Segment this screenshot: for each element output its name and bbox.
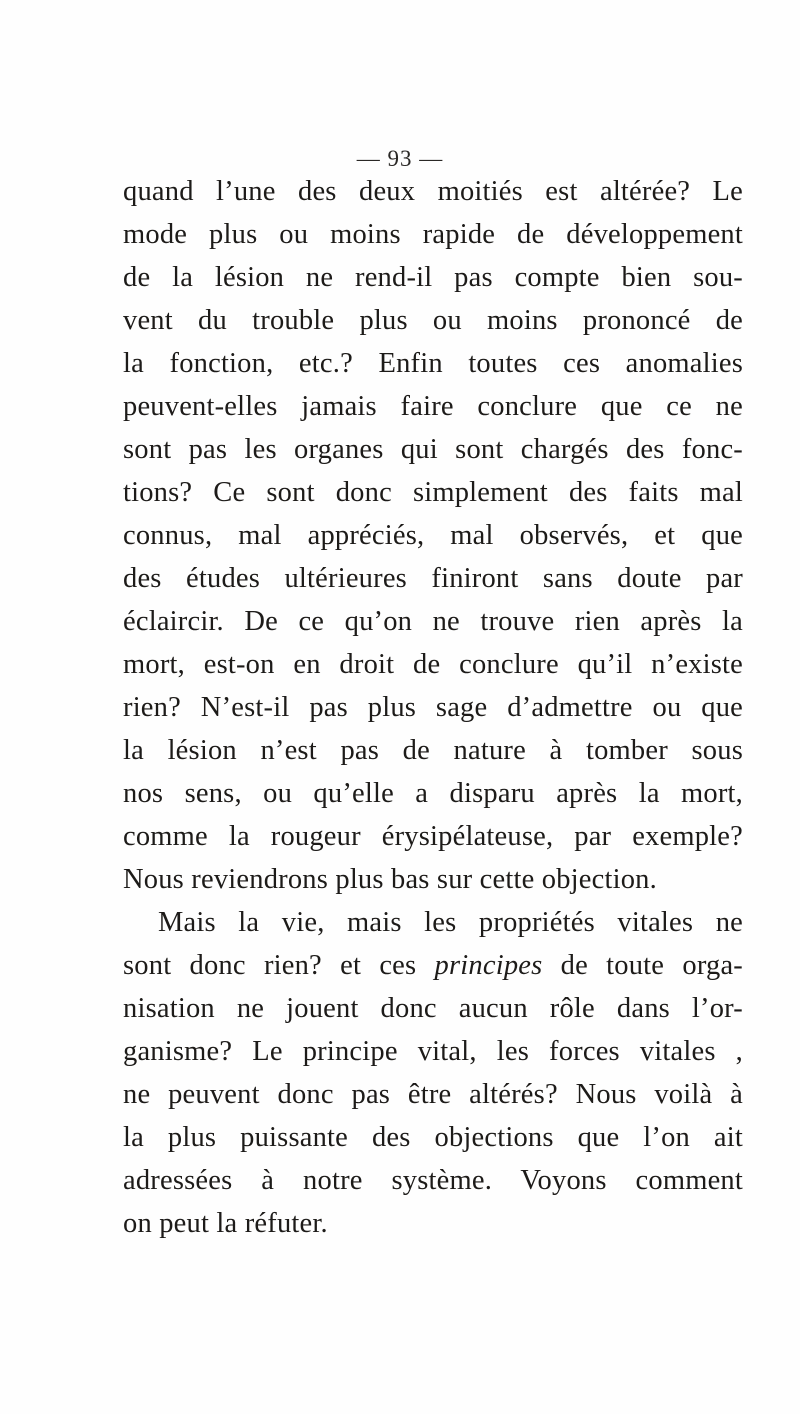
- text-line: la fonction, etc.? Enfin toutes ces anomalies: [123, 348, 743, 379]
- text-line: vent du trouble plus ou moins prononcé de: [123, 305, 743, 336]
- text-line: éclaircir. De ce qu’on ne trouve rien après la: [123, 606, 743, 637]
- text-line: ne peuvent donc pas être altérés? Nous voilà à: [123, 1079, 743, 1110]
- text-line: nisation ne jouent donc aucun rôle dans l’or-: [123, 993, 743, 1024]
- paragraph-start-line: Mais la vie, mais les propriétés vitales ne: [158, 907, 743, 938]
- text-line: ganisme? Le principe vital, les forces vitales ,: [123, 1036, 743, 1067]
- text-line: on peut la réfuter.: [123, 1208, 328, 1239]
- text-line: connus, mal appréciés, mal observés, et que: [123, 520, 743, 551]
- text-line-with-italic: [123, 944, 743, 987]
- body-text: [123, 170, 743, 1245]
- line-segment: sont donc rien? et ces: [123, 950, 435, 981]
- text-line: adressées à notre système. Voyons comment: [123, 1165, 743, 1196]
- text-line: comme la rougeur érysipélateuse, par exemple?: [123, 821, 743, 852]
- text-line: la lésion n’est pas de nature à tomber sous: [123, 735, 743, 766]
- text-line: mode plus ou moins rapide de développement: [123, 219, 743, 250]
- text-line: tions? Ce sont donc simplement des faits mal: [123, 477, 743, 508]
- text-line: peuvent-elles jamais faire conclure que ce ne: [123, 391, 743, 422]
- text-line: la plus puissante des objections que l’on ait: [123, 1122, 743, 1153]
- text-line: nos sens, ou qu’elle a disparu après la mort,: [123, 778, 743, 809]
- text-line: sont pas les organes qui sont chargés des fonc-: [123, 434, 743, 465]
- text-line: mort, est-on en droit de conclure qu’il n’existe: [123, 649, 743, 680]
- text-line: de la lésion ne rend-il pas compte bien sou-: [123, 262, 743, 293]
- text-line: quand l’une des deux moitiés est altérée? Le: [123, 176, 743, 207]
- italic-word: principes: [434, 950, 543, 981]
- text-line: rien? N’est-il pas plus sage d’admettre ou que: [123, 692, 743, 723]
- page-number: — 93 —: [356, 146, 444, 171]
- text-line: des études ultérieures finiront sans doute par: [123, 563, 743, 594]
- text-line: Nous reviendrons plus bas sur cette objection.: [123, 864, 657, 895]
- line-segment: de toute orga-: [542, 950, 743, 981]
